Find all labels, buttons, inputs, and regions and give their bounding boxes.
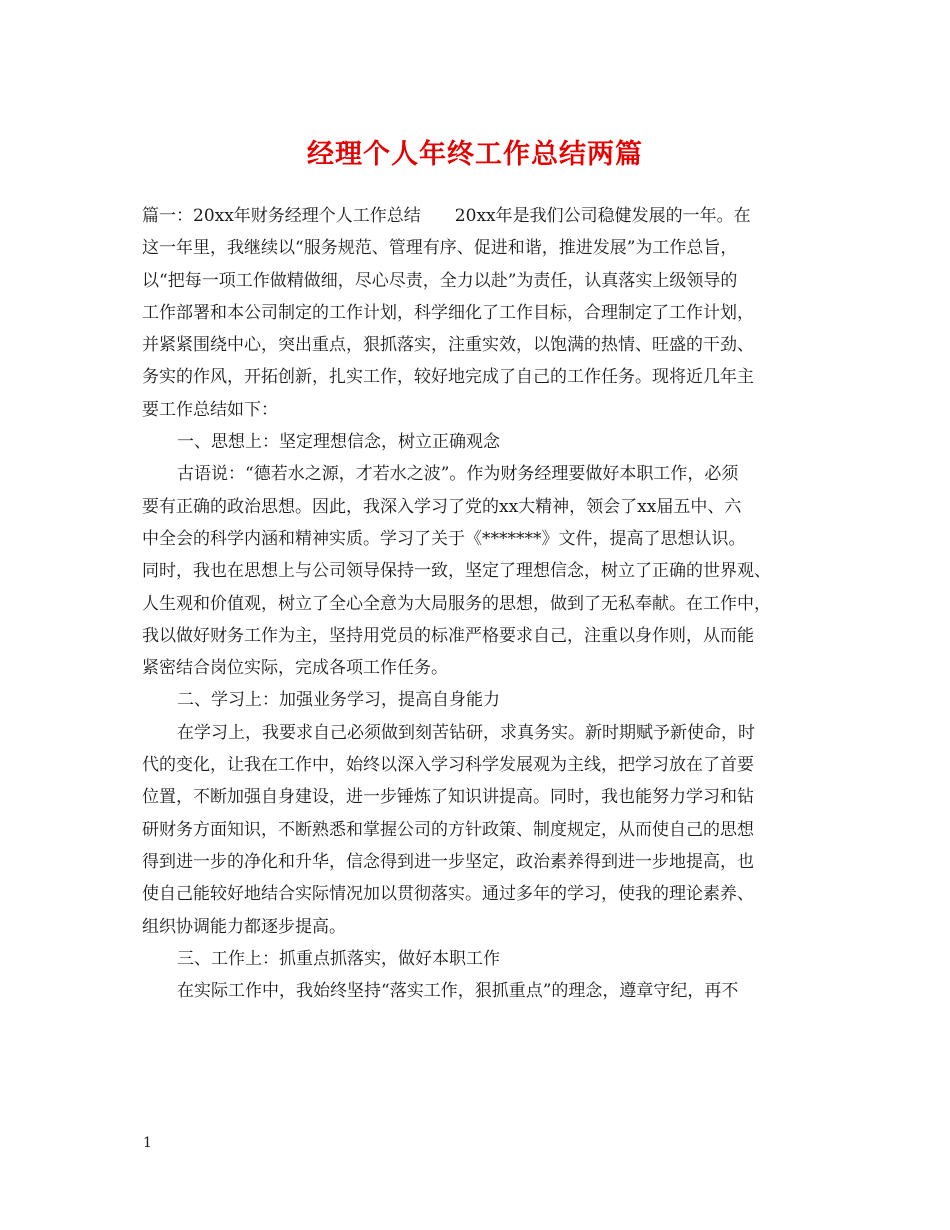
body-line: 得到进一步的净化和升华，信念得到进一步坚定，政治素养得到进一步地提高，也 [142,851,754,872]
body-line: 在学习上，我要求自己必须做到刻苦钻研，求真务实。新时期赋予新使命，时 [177,722,755,743]
body-line: 务实的作风，开拓创新，扎实工作，较好地完成了自己的工作任务。现将近几年主 [142,367,754,388]
body-line: 紧密结合岗位实际，完成各项工作任务。 [142,658,448,679]
body-line: 研财务方面知识，不断熟悉和掌握公司的方针政策、制度规定，从而使自己的思想 [142,819,754,840]
document-title: 经理个人年终工作总结两篇 [307,139,643,170]
section-heading: 二、学习上：加强业务学习，提高自身能力 [177,690,500,711]
body-line: 要工作总结如下： [142,399,278,420]
body-line: 组织协调能力都逐步提高。 [142,916,346,937]
body-line: 要有正确的政治思想。因此，我深入学习了党的xx大精神，领会了xx届五中、六 [142,496,742,517]
body-line: 同时，我也在思想上与公司领导保持一致，坚定了理想信念，树立了正确的世界观、 [142,561,771,582]
body-line: 以“把每一项工作做精做细，尽心尽责，全力以赴”为责任，认真落实上级领导的 [142,270,738,291]
body-line: 并紧紧围绕中心，突出重点，狠抓落实，注重实效，以饱满的热情、旺盛的干劲、 [142,335,754,356]
section-heading: 三、工作上：抓重点抓落实，做好本职工作 [177,948,500,969]
body-line: 工作部署和本公司制定的工作计划，科学细化了工作目标，合理制定了工作计划， [142,302,754,323]
page-number: 1 [143,1135,152,1151]
section-heading: 一、思想上：坚定理想信念，树立正确观念 [177,432,500,453]
body-line: 这一年里，我继续以“服务规范、管理有序、促进和谐，推进发展”为工作总旨， [142,238,738,259]
body-line: 在实际工作中，我始终坚持“落实工作，狠抓重点”的理念，遵章守纪，再不 [177,981,739,1002]
body-line: 我以做好财务工作为主，坚持用党员的标准严格要求自己，注重以身作则，从而能 [142,625,754,646]
body-line: 中全会的科学内涵和精神实质。学习了关于《*******》文件，提高了思想认识。 [142,528,746,549]
body-line: 篇一：20xx年财务经理个人工作总结 20xx年是我们公司稳健发展的一年。在 [142,206,751,226]
body-line: 人生观和价值观，树立了全心全意为大局服务的思想，做到了无私奉献。在工作中， [142,593,771,614]
document-body [142,200,818,1007]
body-line: 代的变化，让我在工作中，始终以深入学习科学发展观为主线，把学习放在了首要 [142,755,754,776]
body-line: 使自己能较好地结合实际情况加以贯彻落实。通过多年的学习，使我的理论素养、 [142,884,754,905]
body-line: 古语说：“德若水之源，才若水之波”。作为财务经理要做好本职工作，必须 [177,464,739,485]
body-line: 位置，不断加强自身建设，进一步锤炼了知识讲提高。同时，我也能努力学习和钻 [142,787,754,808]
